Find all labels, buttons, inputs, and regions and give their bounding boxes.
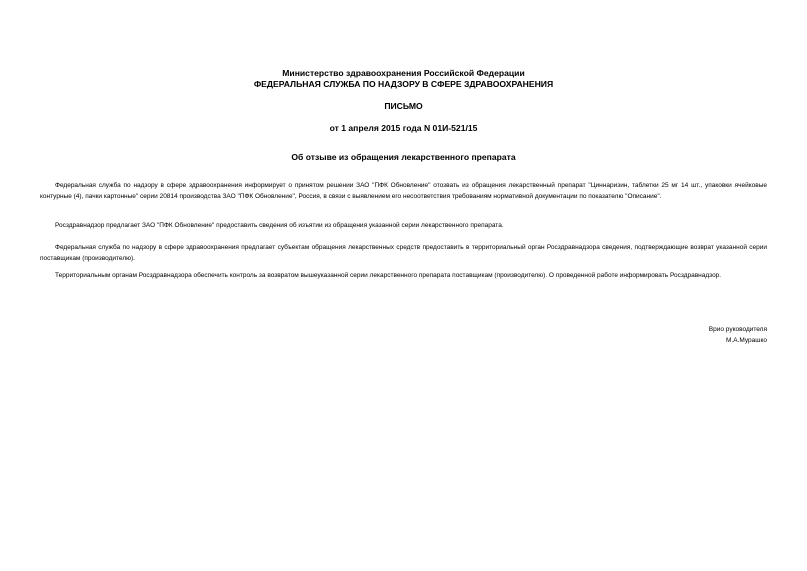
document-date-number: от 1 апреля 2015 года N 01И-521/15 (329, 123, 478, 133)
document-type: ПИСЬМО (384, 101, 423, 111)
body-paragraph: Федеральная служба по надзору в сфере здравоохранения информирует о принятом решении ЗАО "ПФК Обновление" отозвать из обращения лекарственный препарат "Циннаризин, таблетки 25 мг 14 шт., упаковки ячейковые контурные (4), пачки картонные" серии 20814 производства ЗАО "ПФК Обновление", Россия, в связи с выявлением его несоответствия требованиям нормативной документации по показателю "Описание". (40, 182, 767, 200)
body-paragraph: Федеральная служба по надзору в сфере здравоохранения предлагает субъектам обращения лекарственных средств предоставить в территориальный орган Росздравнадзора сведения, подтверждающие возврат указанной серии поставщикам (производителю). (40, 244, 767, 262)
signatory-position: Врио руководителя (708, 326, 767, 333)
body-paragraph: Росздравнадзор предлагает ЗАО "ПФК Обновление" предоставить сведения об изъятии из обращения указанной серии лекарственного препарата. (55, 222, 504, 229)
document-subject: Об отзыве из обращения лекарственного препарата (291, 152, 516, 162)
service-name: ФЕДЕРАЛЬНАЯ СЛУЖБА ПО НАДЗОРУ В СФЕРЕ ЗДРАВООХРАНЕНИЯ (253, 79, 554, 89)
body-paragraph: Территориальным органам Росздравнадзора обеспечить контроль за возвратом вышеуказанной серии лекарственного препарата поставщикам (производителю). О проведенной работе информировать Росздравнадзор. (55, 272, 722, 279)
signatory-name: М.А.Мурашко (725, 337, 767, 344)
ministry-name: Министерство здравоохранения Российской Федерации (282, 68, 525, 78)
